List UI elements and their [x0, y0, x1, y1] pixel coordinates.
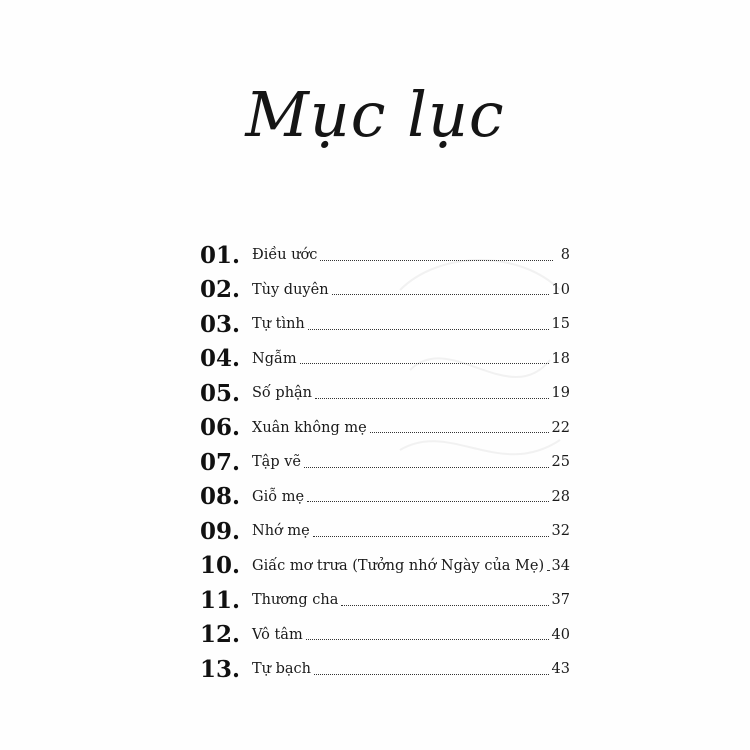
toc-entry[interactable]	[200, 445, 570, 480]
dot-leader	[306, 639, 549, 640]
entry-page-number: 10	[551, 281, 570, 298]
toc-entry[interactable]	[200, 549, 570, 584]
entry-page-number: 40	[551, 626, 570, 643]
entry-title: Ngẫm	[252, 350, 297, 367]
entry-page-number: 28	[551, 488, 570, 505]
toc-entry[interactable]	[200, 480, 570, 515]
entry-number: 05.	[200, 379, 241, 407]
entry-title: Số phận	[252, 385, 313, 402]
entry-page-number: 37	[551, 592, 570, 609]
entry-title: Giấc mơ trưa (Tưởng nhớ Ngày của Mẹ)	[252, 557, 545, 574]
entry-page-number: 15	[551, 316, 570, 333]
entry-number: 03.	[200, 310, 241, 338]
dot-leader	[300, 363, 549, 364]
entry-number: 01.	[200, 241, 241, 269]
entry-number: 09.	[200, 517, 241, 545]
toc-entry[interactable]	[200, 273, 570, 308]
toc-entry[interactable]	[200, 583, 570, 618]
page-title: Mục lục	[245, 78, 505, 151]
entry-title: Vô tâm	[252, 626, 303, 643]
entry-number: 06.	[200, 414, 241, 442]
dot-leader	[370, 432, 549, 433]
entry-number: 12.	[200, 621, 241, 649]
dot-leader	[307, 501, 549, 502]
dot-leader	[315, 398, 549, 399]
entry-number: 02.	[200, 276, 241, 304]
toc-entry[interactable]	[200, 342, 570, 377]
entry-title: Thương cha	[252, 592, 339, 609]
entry-page-number: 25	[551, 454, 570, 471]
toc-entry[interactable]	[200, 307, 570, 342]
toc-entry[interactable]	[200, 376, 570, 411]
dot-leader	[308, 329, 549, 330]
entry-number: 13.	[200, 655, 241, 683]
entry-number: 04.	[200, 345, 241, 373]
entry-page-number: 32	[551, 523, 570, 540]
table-of-contents	[200, 238, 570, 687]
entry-page-number: 22	[551, 419, 570, 436]
dot-leader	[341, 605, 548, 606]
dot-leader	[314, 674, 549, 675]
toc-entry[interactable]	[200, 238, 570, 273]
entry-title: Xuân không mẹ	[252, 419, 367, 436]
dot-leader	[304, 467, 549, 468]
entry-page-number: 34	[551, 557, 570, 574]
dot-leader	[320, 260, 553, 261]
entry-number: 11.	[200, 586, 241, 614]
entry-number: 10.	[200, 552, 241, 580]
entry-page-number: 18	[551, 350, 570, 367]
entry-title: Điều ước	[252, 247, 318, 264]
entry-title: Tập vẽ	[252, 454, 301, 471]
entry-page-number: 8	[560, 247, 570, 264]
entry-number: 07.	[200, 448, 241, 476]
toc-entry[interactable]	[200, 652, 570, 687]
dot-leader	[313, 536, 549, 537]
entry-number: 08.	[200, 483, 241, 511]
entry-page-number: 19	[551, 385, 570, 402]
entry-title: Tự bạch	[252, 661, 312, 678]
toc-entry[interactable]	[200, 411, 570, 446]
entry-title: Giỗ mẹ	[252, 488, 305, 505]
entry-title: Tự tình	[252, 316, 305, 333]
dot-leader	[332, 294, 549, 295]
entry-title: Nhớ mẹ	[252, 523, 310, 540]
entry-page-number: 43	[551, 661, 570, 678]
toc-entry[interactable]	[200, 514, 570, 549]
toc-entry[interactable]	[200, 618, 570, 653]
entry-title: Tùy duyên	[252, 281, 329, 298]
dot-leader	[547, 570, 548, 571]
